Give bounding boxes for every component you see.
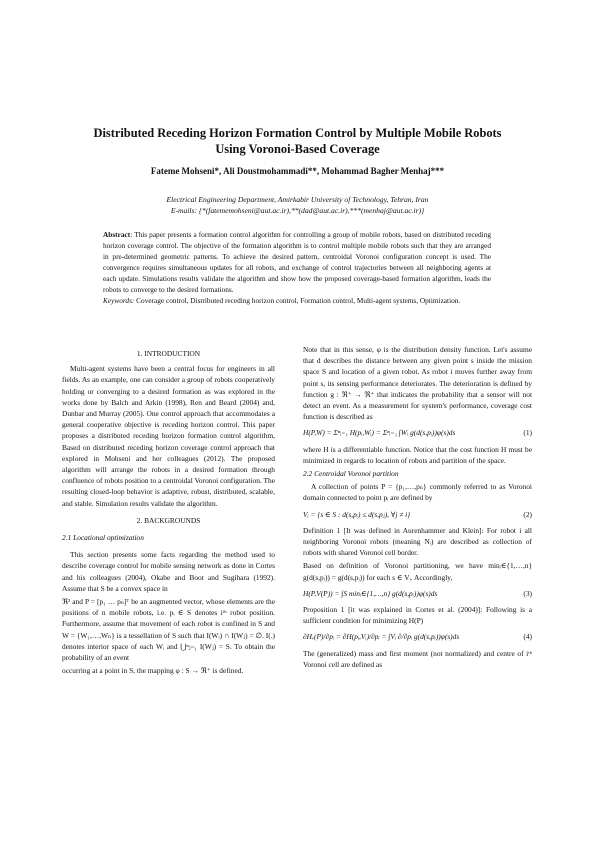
keywords-text: Coverage control, Distributed receding horizon control, Formation control, Multi-agent systems, Optimization. [134,296,461,305]
voronoi-paragraph: A collection of points P = {p₁,…,pₙ} commonly referred to as Voronoi domain connected to point pᵢ are defined by [303,482,532,503]
definition-1: Definition 1 [It was defined in Aurenhammer and Klein]: For robot i all neighboring Voronoi robots (meaning Nᵢ) are described as collection of robots with shared Voronoi cell border. [303,525,532,558]
paper-title [60,125,535,157]
equation-3 [303,588,532,599]
proposition-1: Proposition 1 [it was explained in Cortes et al. (2004)]: Following is a sufficient condition for minimizing H(P) [303,605,532,626]
cost-function-paragraph: where H is a differentiable function. Notice that the cost function H must be minimized in regards to location of robots and partition of the space. [303,444,532,465]
equation-4 [303,631,532,642]
abstract-text: : This paper presents a formation control algorithm for controlling a group of mobile robots, based on distributed receding horizon coverage control. The objective of the formation algorithm is to control multiple mobile robots such that they are arranged in pre-determined geometric patterns. To achieve the desired pattern, centroidal Voronoi configuration concept is used. The convergence requires simultaneous updates for all robots, and exchange of control trajectories between all neighboring agents at each update. Simulations results validate the algorithm and show how the proposed coverage-based formation algorithm, leads the robots to converge to the desired formations. [103,230,491,294]
density-paragraph: Note that in this sense, φ is the distribution density function. Let's assume that d describes the distance between any given point s inside the mission space S and location of a given robot. As robot i moves further away from point s, its sensing performance deteriorates. The deterioration is defined by function g : ℜ⁺ → ℜ⁺ that indicates the probability that a sensor will not detect an event. As a measurement for system's performance, coverage cost function is described as [303,345,532,422]
equation-3-expression: H(P,V(P)) = ∫S minᵢ∈{1,…,n} g(d(s,pᵢ))φ(s)ds [303,588,438,598]
locational-paragraph-3: occurring at a point in S, the mapping φ : S → ℜ⁺ is defined. [62,666,244,676]
equation-3-number: (3) [523,588,532,598]
locational-paragraph-1: This section presents some facts regarding the method used to describe coverage control for mobile sensing network as done in Cortes and his colleagues (2004), Okabe and Boot and Sugihara (1992). Assume that S be a convex space in [62,550,275,593]
title-line-1: Distributed Receding Horizon Formation Control by Multiple Mobile Robots [93,126,502,140]
keywords-label: Keywords: [103,296,135,305]
affiliation-emails: E-mails: {*(fatememohseni@aut.ac.ir),**(dad@aut.ac.ir),***(menhaj@aut.ac.ir)} [170,206,425,215]
affiliation-line-1: Electrical Engineering Department, Amirkabir University of Technology, Tehran, Iran [166,195,429,204]
equation-4-expression: ∂Hᵥ(P)/∂pᵢ = ∂H(pᵢ,Vᵢ)/∂pᵢ = ∫Vᵢ ∂/∂pᵢ g(d(s,pᵢ))φ(s)ds [303,632,460,642]
equation-2-number: (2) [523,509,532,519]
title-line-2: Using Voronoi-Based Coverage [215,142,380,156]
left-column [62,348,275,678]
section-heading-introduction: 1. INTRODUCTION [136,349,201,358]
abstract-body [103,229,491,295]
authors: Fateme Mohseni*, Ali Doustmohammadi**, Mohammad Bagher Menhaj*** [150,166,445,176]
right-column [303,344,532,672]
subsection-heading-locational-optimization: 2.1 Locational optimization [62,533,144,543]
abstract [103,229,491,306]
section-heading-backgrounds: 2. BACKGROUNDS [136,515,201,525]
mass-moment-paragraph: The (generalized) mass and first moment (not normalized) and centre of iᵗʰ Voronoi cell are defined as [303,648,532,669]
affiliation [60,194,535,216]
partition-paragraph: Based on definition of Voronoi partitioning, we have minᵢ∈{1,…,n} g(d(s,pᵢ)) = g(d(s,pᵢ)) for each s ∈ Vᵢ. Accordingly, [303,561,532,582]
equation-4-number: (4) [523,632,532,642]
introduction-paragraph: Multi-agent systems have been a central focus for engineers in all fields. As an example, one can consider a group of robots cooperatively holding or converging to a desired formation as was explored in the works done by Balch and Arkin (1998), Ren and Beard (2004) and, Dunbar and Murray (2005). One control approach that accommodates a general cooperative objective is receding horizon control. This paper proposes a distributed receding horizon formation control algorithm, Based on distributed receding horizon coverage control approach that explored in Mohseni and her colleagues (2012). The proposed algorithm will arrange the robots in a desired formation through confluence of robots position to a centroidal Voronoi configuration. The resulting closed-loop behavior is adaptive, robust, distributed, scalable, and stable. Simulation results validate the algorithm. [62,364,275,508]
subsection-heading-centroidal-voronoi: 2.2 Centroidal Voronoi partition [303,469,399,479]
equation-2-expression: Vᵢ = {s ∈ S : d(s,pᵢ) ≤ d(s,pⱼ), ∀j ≠ i} [303,509,411,519]
equation-1 [303,427,532,438]
abstract-label: Abstract [103,230,131,239]
locational-paragraph-2: ℜ² and P = [p₁ … pₙ]ᵀ be an augmented vector, whose elements are the positions of n mobile robots, i.e. pᵢ ∈ S denotes iᵗʰ robot position. Furthermore, assume that movement of each robot is confined in S and W = {W₁,…,Wₙ} is a tessellation of S such that I(Wᵢ) ∩ I(Wⱼ) = ∅. I(.) denotes interior space of each Wᵢ and ⋃ⁿⱼ₌₁ I(Wⱼ) = S. To obtain the probability of an event [62,597,275,663]
keywords [103,295,491,306]
equation-2 [303,509,532,520]
equation-1-expression: H(P,W) = Σⁿᵢ₌₁ H(pᵢ,Wᵢ) = Σⁿᵢ₌₁ ∫Wᵢ g(d(s,pᵢ))φ(s)ds [303,428,456,438]
equation-1-number: (1) [523,428,532,438]
